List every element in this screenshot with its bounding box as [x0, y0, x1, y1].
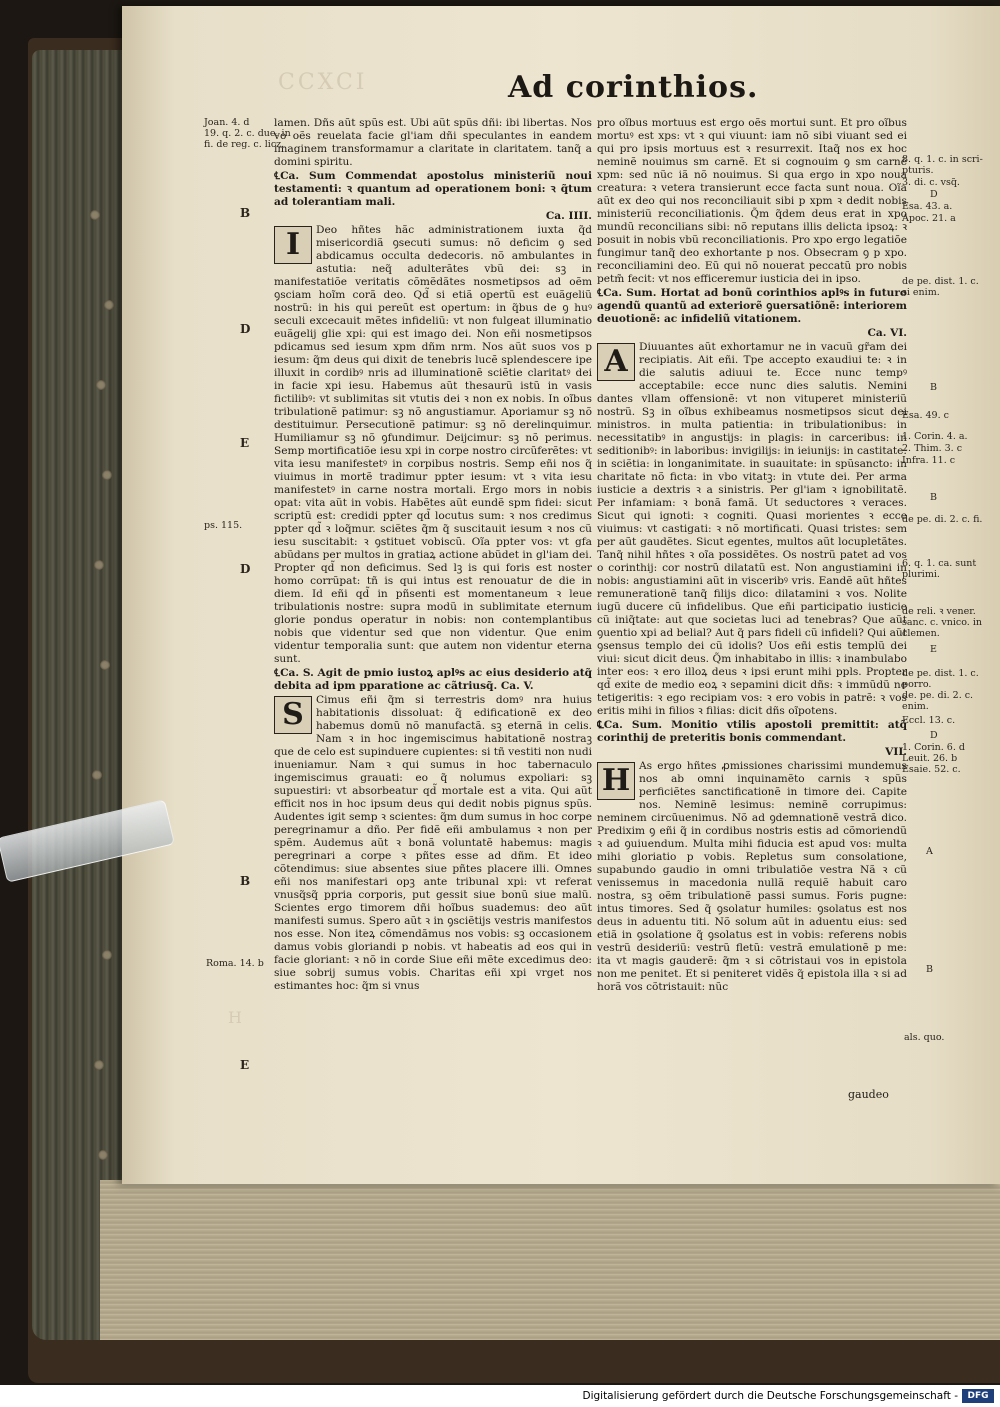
cover-speck — [102, 470, 112, 480]
margin-letter: E — [930, 644, 937, 655]
paragraph — [274, 694, 592, 993]
margin-note: Esa. 43. a. — [902, 201, 953, 212]
margin-letter: D — [240, 322, 251, 336]
margin-letter: B — [930, 492, 937, 503]
margin-note: sanc. c. vnico. in — [902, 617, 982, 628]
cover-speck — [102, 950, 112, 960]
chapter-number: Ca. VI. — [867, 327, 907, 339]
margin-letter: B — [926, 964, 933, 975]
margin-note: Esa. 49. c — [902, 410, 949, 421]
page-edges — [100, 1180, 1000, 1340]
margin-letter: B — [240, 874, 251, 888]
paragraph-text: As ergo hñtes ꝓmissiones charissimi mundemus nos ab omni inquinamẽto carnis ꝛ spũs perficiẽtes sanctificationẽ in timore dei. Capite nos. Neminẽ lesimus: neminẽ corrupimus: neminem circũuenimus. Nõ ad ꝯdemnationẽ vestrã dico. Predixim ꝯ eñi q̃ in cordibus nostris estis ad cõmoriendũ ꝛ ad ꝯuiuendum. Multa mihi fiducia est apud vos: multa mihi gloriatio p vobis. Repletus sum consolatione, supabundo gaudio in omni tribulatiõe vestra Nã ꝛ cũ venissemus in macedonia nullã requiẽ habuit caro nostra, sꝫ oẽm tribulationẽ passi sumus. Foris pugne: intus timores. Sed q̃ ꝯsolatur humiles: ꝯsolatus est nos deus in aduentu titi. Nõ solum aũt in aduentu eius: sed etiã in ꝯsolatione q̃ ꝯsolatus est in vobis: referens nobis vestrũ desideriũ: vestrũ fletũ: vestrã emulationẽ p me: ita vt magis gauderẽ: q̃m ꝛ si cõtristaui vos in epistola non me penitet. Et si peniteret vidẽs q̃ epistola illa ꝛ si ad horã vos cõtristauit: nũc — [597, 760, 907, 993]
catchword: gaudeo — [848, 1088, 889, 1101]
paragraph: pro oĩbus mortuus est ergo oẽs mortui sunt. Et pro oĩbus mortuꝰ est xps: vt ꝛ qui viuunt: iam nõ sibi viuant sed ei qui pro ipsis mortuus est ꝛ resurrexit. Itaq̃ nos ex hoc neminẽ nouimus sm carnẽ. Et si cognouim ꝯ sm carnẽ xpm: sed nũc iã nõ nouimus. Si qua ergo in xpo noua creatura: ꝛ vetera transierunt ecce facta sunt noua. Oĩa aũt ex deo qui nos reconciliauit sibi p xpm ꝛ dedit nobis ministeriũ reconciliationis. Q̃m q̃dem deus erat in xpo mundũ reconcilians sibi: nõ reputans illis delicta ipsoꝝ: ꝛ posuit in nobis vbũ reconciliationis. Pro xpo ergo legatiõe fungimur tanq̃ deo exhortante p nos. Obsecram ꝯ p xpo. reconciliamini deo. Eũ qui nõ nouerat peccatũ pro nobis petm̃ fecit: vt nos efficeremur iusticia dei in ipso. — [597, 117, 907, 285]
book-cover-edge — [32, 50, 124, 1340]
paragraph: lamen. Dñs aũt spũs est. Ubi aũt spũs dñi: ibi libertas. Nos vo oẽs reuelata facie gl'iam dñi speculantes in eandem imaginem transformamur a claritate in claritatem. tanq̃ a domini spiritu. — [274, 117, 592, 168]
margin-letter: D — [930, 189, 938, 200]
margin-letter: B — [930, 382, 937, 393]
margin-note: fi. de reg. c. licz. — [204, 139, 285, 150]
margin-note: pturis. — [902, 165, 934, 176]
decorated-initial: A — [597, 343, 635, 381]
text-column-left — [274, 117, 592, 1102]
margin-note: Eccl. 13. c. — [902, 715, 956, 726]
decorated-initial: I — [274, 226, 312, 264]
margin-note: enim. — [902, 701, 929, 712]
chapter-summary: ℄Ca. Sum Commendat apostolus ministeriũ noui testamenti: ꝛ quantum ad operationem boni: ꝛ q̃tum ad tolerantiam mali. — [274, 170, 592, 208]
cover-speck — [90, 210, 100, 220]
cover-speck — [98, 1150, 108, 1160]
paragraph — [597, 760, 907, 994]
margin-letter: D — [930, 730, 938, 741]
chapter-number: Ca. IIII. — [545, 210, 592, 222]
margin-note: de pe. dist. 1. c. — [902, 276, 979, 287]
margin-letter: B — [240, 206, 251, 220]
text-column-right — [597, 117, 907, 1106]
margin-note: Esaie. 52. c. — [902, 764, 961, 775]
margin-letter: D — [240, 562, 251, 576]
cover-speck — [104, 300, 114, 310]
margin-note: de pe. dist. 1. c. — [902, 668, 979, 679]
paragraph-text: Cimus eñi q̃m si terrestris domꝰ nra huius habitationis dissoluat: q̃ edificationẽ ex deo habemus domũ nõ manufactã. sꝫ eternã in celis. Nam ꝛ in hoc ingemiscimus habitationẽ nostraꝫ que de celo est supinduere cupientes: si tñ vestiti non nudi inueniamur. Nam ꝛ qui sumus in hoc tabernaculo ingemiscimus grauati: eo q̃ nolumus expoliari: sꝫ supuestiri: vt absorbeatur qd̃ mortale est a vita. Qui aũt efficit nos in hoc ipsum deus qui dedit nobis pignus spũs. Audentes igit semp ꝛ scientes: q̃m dum sumus in hoc corpe peregrinamur a dño. Per fidẽ eñi ambulamus ꝛ non per spẽm. Audemus aũt ꝛ bonã voluntatẽ habemus: magis peregrinari a corpe ꝛ pñtes esse ad dñm. Et ideo cõtendimus: siue absentes siue pñtes placere illi. Omnes eñi nos manifestari opꝫ ante tribunal xpi: vt referat vnusq̃sq̃ ppria corporis, put gessit siue bonũ siue malũ. Scientes ergo timorem dñi hoĩbus suademus: deo aũt manifesti sumus. Spero aũt ꝛ in ꝯsciẽtijs vestris manifestos nos esse. Non iteꝝ cõmendãmus nos vobis: sꝫ occasionem damus vobis gloriandi p nobis. vt habeatis ad eos qui in facie gloriant: ꝛ nõ in corde Siue eñi mẽte excedimus deo: siue sobrij sumus vobis. Charitas eñi xpi vrget nos estimantes hoc: q̃m si vnus — [274, 694, 592, 992]
margin-note: 19. q. 2. c. due. in — [204, 128, 291, 139]
bleed-through-text: CCXCI — [278, 70, 368, 95]
running-head: Ad corinthios. — [508, 70, 759, 105]
margin-note: als. quo. — [904, 1032, 945, 1043]
margin-note: clemen. — [902, 628, 940, 639]
margin-note: ps. 115. — [204, 520, 243, 531]
margin-note: de pe. di. 2. c. fi. — [902, 514, 983, 525]
margin-note: 6. q. 1. ca. sunt — [902, 558, 977, 569]
decorated-initial: S — [274, 696, 312, 734]
paragraph-text: Deo hñtes hãc administrationem iuxta q̃d misericordiã ꝯsecuti sumus: nõ deficim ꝯ sed abdicamus occulta dedecoris. nõ ambulantes in astutia: neq̃ adulterãtes vbũ dei: sꝫ in manifestatiõe veritatis cõmẽdãtes nosmetipsos ad oẽm ꝯsciam hoĩm corã deo. Qd̃ si etiã opertũ est euãgeliũ nostrũ: in his qui pereũt est opertum: in q̃bus de ꝯ huꝰ seculi excecauit mẽtes infideliũ: vt non fulgeat illuminatio euãgelij glie xpi: qui est imago dei. Non eñi nosmetipsos pdicamus sed iesum xpm dñm nrm. Nos aũt suos vos p iesum: q̃m deus qui dixit de tenebris lucẽ splendescere ipe illuxit in cordibꝰ nris ad illuminationẽ sciẽtie claritatꝰ dei in facie xpi iesu. Habemus aũt thesaurũ istũ in vasis fictilibꝰ: vt sublimitas sit vtutis dei ꝛ non ex nobis. In oĩbus tribulationẽ patimur: sꝫ nõ angustiamur. Aporiamur sꝫ nõ destituimur. Persecutionẽ patimur: sꝫ nõ derelinquimur. Humiliamur sꝫ nõ ꝯfundimur. Deijcimur: sꝫ nõ perimus. Semp mortificatiõe iesu xpi in corpe nostro circũferẽtes: vt vita iesu manifestetꝰ in corpibus nostris. Semp eñi nos q̃ viuimus in mortẽ tradimur ppter iesum: vt ꝛ vita iesu manifestetꝰ in carne nostra mortali. Ergo mors in nobis opat: vita aũt in vobis. Habẽtes aũt eundẽ spm fidei: sicut scriptũ est: credidi ppter qd̃ locutus sum: ꝛ nos credimus ppter qd̃ ꝛ loq̃mur. sciẽtes q̃m q̃ suscitauit iesum ꝛ nos cũ iesu suscitabit: ꝛ ꝯstituet vobiscũ. Oĩa ppter vos: vt gfa abũdans per multos in gratiaꝝ actione abũdet in gl'iam dei. Propter qd̃ non deficimus. Sed lꝫ is qui foris est noster homo corrũpat: tñ is qui intus est renouatur de die in diem. Id eñi qd̃ in pñsenti est momentaneum ꝛ leue tribulationis nostre: supra modũ in sublimitate eternum glorie pondus operatur in nobis: non contemplantibus nobis que videntur sed que non videntur. Que enim videntur temporalia sunt: que autem non videntur eterna sunt. — [274, 224, 592, 665]
margin-note: de reli. ꝛ vener. — [902, 606, 976, 617]
margin-note: de. pe. di. 2. c. — [902, 690, 974, 701]
margin-note: Roma. 14. b — [206, 958, 264, 969]
cover-speck — [96, 380, 106, 390]
funding-credit: Digitalisierung gefördert durch die Deutsche Forschungsgemeinschaft - — [582, 1390, 958, 1402]
bleed-through-text: H — [228, 1008, 244, 1027]
margin-letter: E — [240, 436, 250, 450]
paragraph — [274, 224, 592, 666]
paragraph-text: Diuuantes aũt exhortamur ne in vacuũ gr̃am dei recipiatis. Ait eñi. Tpe accepto exaudiui te: ꝛ in die salutis adiuui te. Ecce nunc tempꝰ acceptabile: ecce nunc dies salutis. Nemini dantes vllam offensionẽ: vt non vituperet ministeriũ nostrũ. Sꝫ in oĩbus exhibeamus nosmetipsos sicut dei ministros. in multa patientia: in tribulationibus: in necessitatibꝰ in angustijs: in plagis: in carceribus: in seditionibꝰ: in laboribus: invigilijs: in ieiunijs: in castitate: in sciẽtia: in longanimitate. in suauitate: in spũsancto: in charitate nõ ficta: in vbo vitatꝫ: in vtute dei. Per arma iusticie a dextris ꝛ a sinistris. Per gl'iam ꝛ ignobilitatẽ. Per infamiam: ꝛ bonã famã. Ut seductores ꝛ veraces. Sicut qui ignoti: ꝛ cogniti. Quasi morientes ꝛ ecce viuimus: vt castigati: ꝛ nõ mortificati. Quasi tristes: sem per aũt gaudẽtes. Sicut egentes, multos aũt locupletãtes. Tanq̃ nihil hñtes ꝛ oĩa possidẽtes. Os nostrũ patet ad vos o corinthij: cor nostrũ dilatatũ est. Non angustiamini in nobis: angustiamini aũt in visceribꝰ vris. Eandẽ aũt hñtes remunerationẽ tanq̃ filijs dico: dilatamini ꝛ vos. Nolite iugũ ducere cũ infidelibus. Que eñi participatio iusticie cũ iniq̃tate: aut que societas luci ad tenebras? Que aũt ꝯuentio xpi ad belial? Aut q̃ pars fideli cũ infideli? Qui aũt ꝯsensus templo dei cũ idolis? Uos eñi estis templũ dei viui: sicut dicit deus. Q̃m inhabitabo in illis: ꝛ inambulabo inter eos: ꝛ ero illoꝝ deus ꝛ ipsi erunt mihi ppls. Propter qd̃ exite de medio eoꝝ ꝛ sepamini dicit dñs: ꝛ immũdũ ne tetigeritis: ꝛ ego recipiam vos: ꝛ ero vobis in patrẽ: ꝛ vos eritis mihi in filios ꝛ filias: dicit dñs oĩpotens. — [597, 341, 907, 717]
dfg-logo: DFG — [962, 1389, 994, 1403]
cover-speck — [100, 660, 110, 670]
margin-letter: A — [926, 846, 933, 857]
cover-speck — [94, 560, 104, 570]
margin-note: 3. di. c. vsq̃. — [902, 177, 960, 188]
margin-note: 2. Thim. 3. c — [902, 443, 963, 454]
margin-note: Apoc. 21. a — [902, 213, 956, 224]
chapter-number: VII. — [885, 746, 907, 758]
decorated-initial: H — [597, 762, 635, 800]
margin-note: 8. q. 1. c. in scri- — [902, 154, 983, 165]
margin-note: porro. — [902, 679, 932, 690]
margin-note: 1. Corin. 4. a. — [902, 431, 968, 442]
margin-note: Infra. 11. c — [902, 455, 956, 466]
margin-note: 1. Corin. 6. d — [902, 742, 965, 753]
margin-note: Joan. 4. d — [204, 117, 250, 128]
footer-bar — [0, 1387, 1000, 1407]
paragraph — [597, 341, 907, 718]
margin-note: Leuit. 26. b — [902, 753, 958, 764]
margin-note: si enim. — [902, 287, 940, 298]
cover-speck — [94, 1060, 104, 1070]
margin-letter: E — [240, 1058, 250, 1072]
chapter-summary: ℄Ca. Sum. Monitio vtilis apostoli premittit: atq̃ corinthij de preteritis bonis commendant. — [597, 719, 907, 744]
cover-speck — [92, 770, 102, 780]
margin-note: plurimi. — [902, 569, 940, 580]
chapter-summary: ℄Ca. Sum. Hortat ad bonũ corinthios aplꝰs in futuro agendũ quantũ ad exteriorẽ ꝯuersatiõnẽ: interiorem deuotionẽ: ac infideliũ vitationem. — [597, 287, 907, 325]
chapter-summary: ℄Ca. S. Agit de pmio iustoꝝ aplꝰs ac eius desiderio atq̃ debita ad ipm pparatione ac cãtriusq̃. Ca. V. — [274, 667, 592, 692]
